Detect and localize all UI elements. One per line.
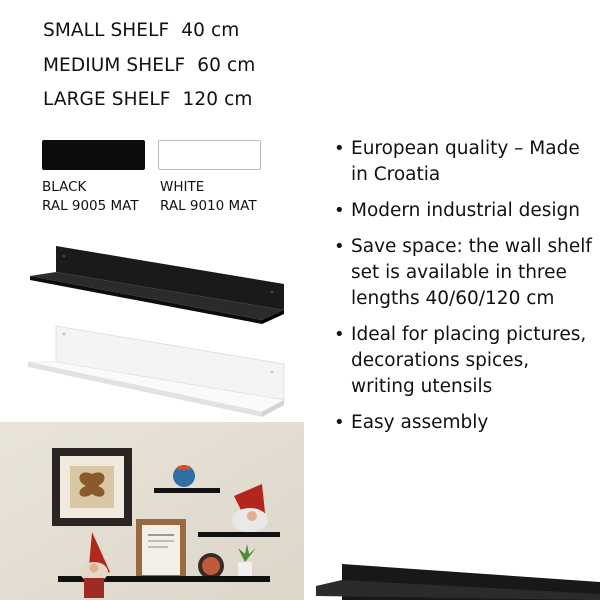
feature-list [333,136,595,446]
feature-item: • Save space: the wall shelf set is available in three lengths 40/60/120 cm [334,236,592,309]
bullet-icon: • [334,200,345,221]
bullet-icon: • [334,138,345,159]
size-small [43,20,239,41]
color-code: RAL 9005 MAT [42,198,139,214]
color-code: RAL 9010 MAT [160,198,257,214]
bullet-icon: • [334,412,345,433]
color-label-black [42,178,139,216]
color-swatch-black [42,140,145,170]
color-swatch-white [158,140,261,170]
feature-item: • Ideal for placing pictures, decorations spices, writing utensils [334,324,587,397]
bullet-icon: • [334,236,345,257]
room-photo [0,422,304,600]
white-shelf-icon [22,322,292,422]
size-length: 60 cm [197,55,256,76]
size-name: SMALL SHELF [43,20,170,41]
bullet-icon: • [334,324,345,345]
feature-item: • European quality – Made in Croatia [334,138,580,185]
color-label-white [160,178,257,216]
size-name: MEDIUM SHELF [43,55,186,76]
black-shelf-icon [312,560,600,600]
size-name: LARGE SHELF [43,89,171,110]
feature-item: • Modern industrial design [333,198,595,224]
size-medium [43,55,255,76]
size-large [43,89,253,110]
feature-item: • Easy assembly [333,410,595,436]
size-length: 40 cm [181,20,240,41]
color-name: WHITE [160,179,205,195]
black-shelf-icon [22,240,292,330]
room-scene [0,422,304,600]
color-name: BLACK [42,179,87,195]
size-length: 120 cm [182,89,253,110]
